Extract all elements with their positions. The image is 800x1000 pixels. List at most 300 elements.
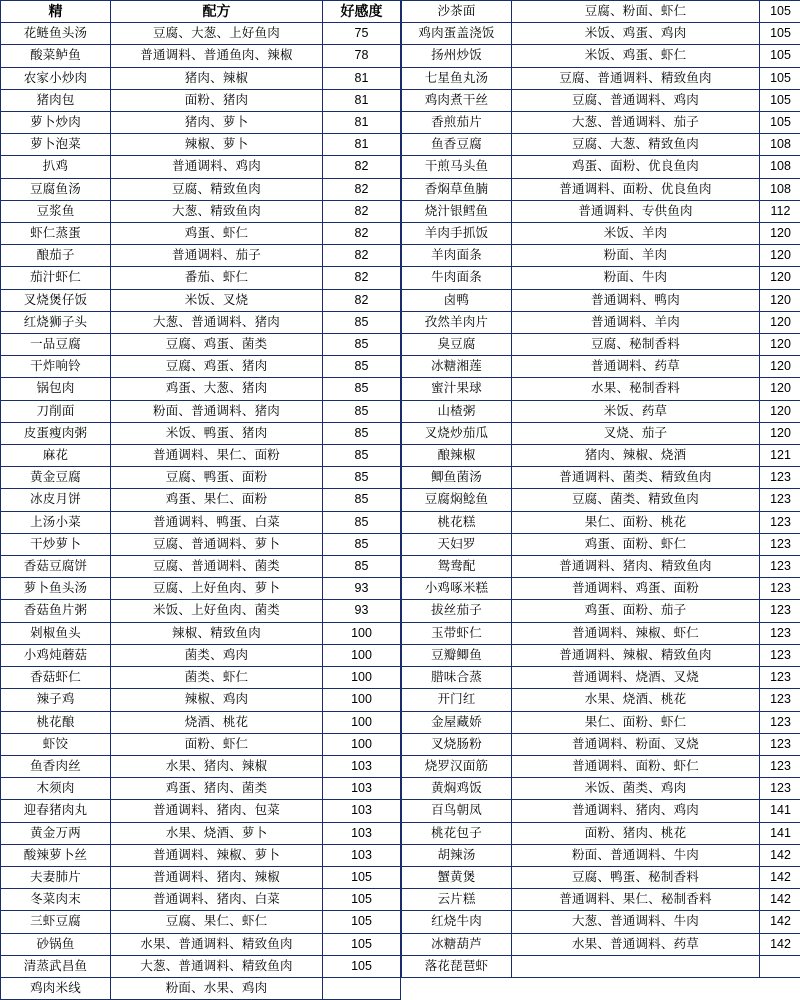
cell-favor [323, 977, 401, 999]
cell-favor: 81 [323, 134, 401, 156]
cell-dish-name: 豆腐焖鲶鱼 [402, 489, 512, 511]
cell-recipe: 豆腐、鸡蛋、猪肉 [111, 356, 323, 378]
cell-favor: 123 [760, 467, 800, 489]
cell-dish-name: 鲫鱼菌汤 [402, 467, 512, 489]
cell-dish-name: 羊肉手抓饭 [402, 223, 512, 245]
cell-favor: 120 [760, 356, 800, 378]
cell-dish-name: 酸辣萝卜丝 [1, 844, 111, 866]
cell-dish-name: 蜜汁果球 [402, 378, 512, 400]
table-row [1, 223, 401, 245]
table-row [1, 977, 401, 999]
cell-recipe: 菌类、虾仁 [111, 667, 323, 689]
table-row [1, 89, 401, 111]
cell-recipe: 普通调料、茄子 [111, 245, 323, 267]
cell-dish-name: 黄金万两 [1, 822, 111, 844]
table-row [1, 245, 401, 267]
cell-dish-name: 豆瓣鲫鱼 [402, 644, 512, 666]
cell-recipe: 辣椒、萝卜 [111, 134, 323, 156]
cell-favor: 81 [323, 112, 401, 134]
table-row [1, 933, 401, 955]
cell-dish-name: 红烧牛肉 [402, 911, 512, 933]
cell-dish-name: 农家小炒肉 [1, 67, 111, 89]
cell-favor: 85 [323, 334, 401, 356]
table-row [1, 755, 401, 777]
table-row [402, 578, 800, 600]
cell-favor: 120 [760, 289, 800, 311]
cell-dish-name: 香菇豆腐饼 [1, 556, 111, 578]
cell-recipe: 普通调料、面粉、虾仁 [512, 755, 760, 777]
cell-dish-name: 鸡肉煮干丝 [402, 89, 512, 111]
cell-dish-name: 黄金豆腐 [1, 467, 111, 489]
cell-dish-name: 牛肉面条 [402, 267, 512, 289]
table-header-row-left [1, 1, 401, 23]
table-row [1, 356, 401, 378]
cell-recipe: 粉面、水果、鸡肉 [111, 977, 323, 999]
cell-recipe: 大葱、普通调料、猪肉 [111, 311, 323, 333]
table-row [1, 467, 401, 489]
cell-dish-name: 落花琵琶虾 [402, 955, 512, 977]
cell-favor: 121 [760, 445, 800, 467]
cell-dish-name: 山楂粥 [402, 400, 512, 422]
cell-recipe: 普通调料、辣椒、萝卜 [111, 844, 323, 866]
cell-recipe: 普通调料、猪肉、精致鱼肉 [512, 556, 760, 578]
cell-dish-name: 云片糕 [402, 889, 512, 911]
cell-dish-name: 金屋藏娇 [402, 711, 512, 733]
cell-favor: 120 [760, 311, 800, 333]
cell-favor: 123 [760, 622, 800, 644]
cell-dish-name: 上汤小菜 [1, 511, 111, 533]
table-row [1, 822, 401, 844]
cell-favor: 123 [760, 689, 800, 711]
table-row [402, 733, 800, 755]
cell-favor: 120 [760, 334, 800, 356]
cell-dish-name: 皮蛋瘦肉粥 [1, 422, 111, 444]
cell-recipe: 猪肉、辣椒、烧酒 [512, 445, 760, 467]
cell-favor: 85 [323, 467, 401, 489]
cell-recipe: 普通调料、药草 [512, 356, 760, 378]
cell-favor: 100 [323, 644, 401, 666]
table-row [1, 267, 401, 289]
cell-dish-name: 萝卜炒肉 [1, 112, 111, 134]
cell-favor: 141 [760, 822, 800, 844]
cell-recipe: 豆腐、鸭蛋、面粉 [111, 467, 323, 489]
cell-recipe: 水果、秘制香料 [512, 378, 760, 400]
cell-dish-name: 酿辣椒 [402, 445, 512, 467]
cell-dish-name: 沙茶面 [402, 1, 512, 23]
table-row [1, 667, 401, 689]
cell-dish-name: 香菇虾仁 [1, 667, 111, 689]
cell-dish-name: 桃花酿 [1, 711, 111, 733]
cell-dish-name: 剁椒鱼头 [1, 622, 111, 644]
cell-favor: 82 [323, 178, 401, 200]
cell-recipe: 番茄、虾仁 [111, 267, 323, 289]
cell-favor: 100 [323, 622, 401, 644]
cell-dish-name: 酸菜鲈鱼 [1, 45, 111, 67]
cell-recipe: 豆腐、秘制香料 [512, 334, 760, 356]
cell-dish-name: 鸡肉米线 [1, 977, 111, 999]
table-row [1, 489, 401, 511]
cell-favor: 100 [323, 667, 401, 689]
cell-favor: 105 [760, 67, 800, 89]
table-row [1, 378, 401, 400]
cell-dish-name: 虾饺 [1, 733, 111, 755]
cell-dish-name: 小鸡啄米糕 [402, 578, 512, 600]
cell-dish-name: 小鸡炖蘑菇 [1, 644, 111, 666]
cell-favor: 100 [323, 689, 401, 711]
cell-dish-name: 鸳鸯配 [402, 556, 512, 578]
table-row [402, 156, 800, 178]
cell-dish-name: 孜然羊肉片 [402, 311, 512, 333]
cell-dish-name: 花鲢鱼头汤 [1, 23, 111, 45]
cell-recipe: 水果、猪肉、辣椒 [111, 755, 323, 777]
table-row [402, 267, 800, 289]
table-row [402, 67, 800, 89]
table-row [402, 1, 800, 23]
cell-favor: 108 [760, 156, 800, 178]
cell-favor: 120 [760, 400, 800, 422]
cell-dish-name: 鸡肉蛋盖浇饭 [402, 23, 512, 45]
table-row [402, 556, 800, 578]
cell-dish-name: 黄焖鸡饭 [402, 778, 512, 800]
cell-favor: 108 [760, 178, 800, 200]
cell-recipe: 果仁、面粉、虾仁 [512, 711, 760, 733]
cell-dish-name: 拔丝茄子 [402, 600, 512, 622]
table-row [1, 400, 401, 422]
table-row [1, 800, 401, 822]
cell-dish-name: 萝卜鱼头汤 [1, 578, 111, 600]
cell-recipe: 米饭、上好鱼肉、菌类 [111, 600, 323, 622]
cell-dish-name: 蟹黄煲 [402, 866, 512, 888]
cell-favor: 103 [323, 844, 401, 866]
table-row [1, 911, 401, 933]
cell-recipe: 豆腐、普通调料、菌类 [111, 556, 323, 578]
cell-favor: 123 [760, 733, 800, 755]
cell-recipe: 猪肉、辣椒 [111, 67, 323, 89]
cell-recipe: 大葱、普通调料、茄子 [512, 112, 760, 134]
cell-favor: 105 [323, 889, 401, 911]
cell-favor: 85 [323, 556, 401, 578]
cell-favor: 123 [760, 711, 800, 733]
table-row [1, 689, 401, 711]
cell-favor: 93 [323, 600, 401, 622]
table-row [1, 533, 401, 555]
cell-recipe: 大葱、普通调料、牛肉 [512, 911, 760, 933]
cell-recipe: 普通调料、普通鱼肉、辣椒 [111, 45, 323, 67]
cell-favor: 82 [323, 245, 401, 267]
cell-recipe: 普通调料、果仁、秘制香料 [512, 889, 760, 911]
cell-recipe: 鸡蛋、猪肉、菌类 [111, 778, 323, 800]
cell-recipe: 普通调料、猪肉、鸡肉 [512, 800, 760, 822]
cell-favor: 103 [323, 822, 401, 844]
table-row [1, 644, 401, 666]
table-row [1, 955, 401, 977]
cell-favor: 123 [760, 644, 800, 666]
cell-favor: 120 [760, 267, 800, 289]
cell-dish-name: 百鸟朝凤 [402, 800, 512, 822]
cell-favor: 78 [323, 45, 401, 67]
cell-favor: 81 [323, 89, 401, 111]
cell-favor: 85 [323, 400, 401, 422]
cell-favor: 105 [323, 866, 401, 888]
cell-recipe: 水果、普通调料、药草 [512, 933, 760, 955]
cell-favor: 123 [760, 489, 800, 511]
cell-favor: 142 [760, 889, 800, 911]
cell-dish-name: 叉烧肠粉 [402, 733, 512, 755]
cell-favor: 142 [760, 866, 800, 888]
cell-recipe: 普通调料、辣椒、虾仁 [512, 622, 760, 644]
cell-dish-name: 清蒸武昌鱼 [1, 955, 111, 977]
cell-recipe: 普通调料、鸭蛋、白菜 [111, 511, 323, 533]
cell-recipe: 大葱、普通调料、精致鱼肉 [111, 955, 323, 977]
table-body-right [402, 1, 800, 978]
cell-recipe: 米饭、菌类、鸡肉 [512, 778, 760, 800]
cell-recipe [512, 955, 760, 977]
cell-dish-name: 三虾豆腐 [1, 911, 111, 933]
table-row [402, 667, 800, 689]
table-row [1, 334, 401, 356]
header-recipe: 配方 [111, 1, 323, 23]
cell-dish-name: 叉烧炒茄瓜 [402, 422, 512, 444]
table-row [402, 933, 800, 955]
cell-dish-name: 豆腐鱼汤 [1, 178, 111, 200]
table-row [402, 755, 800, 777]
cell-recipe: 水果、烧酒、萝卜 [111, 822, 323, 844]
table-row [1, 200, 401, 222]
table-row [1, 600, 401, 622]
cell-recipe: 粉面、普通调料、猪肉 [111, 400, 323, 422]
cell-favor: 123 [760, 600, 800, 622]
table-row [402, 89, 800, 111]
cell-favor: 105 [323, 911, 401, 933]
cell-favor: 123 [760, 556, 800, 578]
cell-recipe: 米饭、羊肉 [512, 223, 760, 245]
cell-dish-name: 卤鸭 [402, 289, 512, 311]
cell-recipe: 普通调料、猪肉、包菜 [111, 800, 323, 822]
cell-dish-name: 桃花包子 [402, 822, 512, 844]
cell-favor: 120 [760, 422, 800, 444]
table-row [402, 334, 800, 356]
cell-favor: 120 [760, 378, 800, 400]
cell-recipe: 烧酒、桃花 [111, 711, 323, 733]
cell-favor: 142 [760, 933, 800, 955]
cell-recipe: 辣椒、鸡肉 [111, 689, 323, 711]
cell-dish-name: 刀削面 [1, 400, 111, 422]
cell-favor: 123 [760, 755, 800, 777]
table-row [1, 134, 401, 156]
table-row [1, 45, 401, 67]
table-row [1, 844, 401, 866]
table-row [402, 778, 800, 800]
cell-recipe: 粉面、羊肉 [512, 245, 760, 267]
cell-recipe: 鸡蛋、大葱、猪肉 [111, 378, 323, 400]
cell-favor: 123 [760, 578, 800, 600]
cell-recipe: 果仁、面粉、桃花 [512, 511, 760, 533]
table-row [1, 156, 401, 178]
table-row [1, 866, 401, 888]
cell-dish-name: 腊味合蒸 [402, 667, 512, 689]
recipe-table-right [401, 0, 800, 978]
cell-dish-name: 冰皮月饼 [1, 489, 111, 511]
table-row [402, 711, 800, 733]
cell-recipe: 米饭、叉烧 [111, 289, 323, 311]
cell-dish-name: 烧罗汉面筋 [402, 755, 512, 777]
cell-dish-name: 胡辣汤 [402, 844, 512, 866]
cell-recipe: 水果、普通调料、精致鱼肉 [111, 933, 323, 955]
cell-recipe: 豆腐、粉面、虾仁 [512, 1, 760, 23]
table-row [402, 356, 800, 378]
cell-dish-name: 扬州炒饭 [402, 45, 512, 67]
table-row [402, 467, 800, 489]
cell-dish-name: 香焖草鱼腩 [402, 178, 512, 200]
cell-dish-name: 锅包肉 [1, 378, 111, 400]
header-favor: 好感度 [323, 1, 401, 23]
cell-recipe: 豆腐、鸡蛋、菌类 [111, 334, 323, 356]
cell-dish-name: 酿茄子 [1, 245, 111, 267]
cell-dish-name: 玉带虾仁 [402, 622, 512, 644]
cell-recipe: 普通调料、面粉、优良鱼肉 [512, 178, 760, 200]
cell-dish-name: 鱼香肉丝 [1, 755, 111, 777]
cell-favor: 81 [323, 67, 401, 89]
table-row [402, 622, 800, 644]
table-row [402, 400, 800, 422]
cell-recipe: 大葱、精致鱼肉 [111, 200, 323, 222]
cell-favor: 85 [323, 378, 401, 400]
cell-dish-name: 麻花 [1, 445, 111, 467]
cell-dish-name: 鱼香豆腐 [402, 134, 512, 156]
cell-favor: 103 [323, 778, 401, 800]
cell-recipe: 鸡蛋、果仁、面粉 [111, 489, 323, 511]
cell-recipe: 豆腐、大葱、精致鱼肉 [512, 134, 760, 156]
table-row [1, 711, 401, 733]
table-body-left [1, 23, 401, 1000]
table-row [402, 911, 800, 933]
cell-dish-name: 羊肉面条 [402, 245, 512, 267]
cell-recipe: 豆腐、精致鱼肉 [111, 178, 323, 200]
cell-favor: 82 [323, 223, 401, 245]
cell-recipe: 豆腐、果仁、虾仁 [111, 911, 323, 933]
table-row [1, 67, 401, 89]
cell-dish-name: 天妇罗 [402, 533, 512, 555]
cell-dish-name: 叉烧煲仔饭 [1, 289, 111, 311]
cell-dish-name: 虾仁蒸蛋 [1, 223, 111, 245]
table-row [402, 178, 800, 200]
cell-recipe: 米饭、鸡蛋、鸡肉 [512, 23, 760, 45]
cell-recipe: 鸡蛋、面粉、虾仁 [512, 533, 760, 555]
cell-favor: 105 [760, 23, 800, 45]
cell-dish-name: 一品豆腐 [1, 334, 111, 356]
cell-dish-name: 萝卜泡菜 [1, 134, 111, 156]
cell-recipe: 普通调料、鸭肉 [512, 289, 760, 311]
table-row [402, 23, 800, 45]
cell-recipe: 普通调料、果仁、面粉 [111, 445, 323, 467]
cell-dish-name: 辣子鸡 [1, 689, 111, 711]
cell-recipe: 米饭、药草 [512, 400, 760, 422]
cell-recipe: 粉面、牛肉 [512, 267, 760, 289]
table-row [1, 112, 401, 134]
table-row [402, 45, 800, 67]
cell-favor: 82 [323, 200, 401, 222]
cell-dish-name: 冬菜肉末 [1, 889, 111, 911]
cell-recipe: 豆腐、普通调料、鸡肉 [512, 89, 760, 111]
cell-favor: 105 [760, 45, 800, 67]
cell-recipe: 面粉、猪肉 [111, 89, 323, 111]
cell-favor: 103 [323, 755, 401, 777]
table-row [1, 178, 401, 200]
cell-dish-name: 烧汁银鳕鱼 [402, 200, 512, 222]
cell-favor: 82 [323, 289, 401, 311]
table-row [1, 445, 401, 467]
table-row [402, 378, 800, 400]
table-row [402, 245, 800, 267]
table-row [402, 822, 800, 844]
table-row [402, 600, 800, 622]
cell-dish-name: 七星鱼丸汤 [402, 67, 512, 89]
cell-favor: 120 [760, 245, 800, 267]
cell-favor: 75 [323, 23, 401, 45]
cell-dish-name: 香煎茄片 [402, 112, 512, 134]
cell-favor: 82 [323, 156, 401, 178]
cell-dish-name: 香菇鱼片粥 [1, 600, 111, 622]
cell-recipe: 豆腐、上好鱼肉、萝卜 [111, 578, 323, 600]
cell-recipe: 普通调料、专供鱼肉 [512, 200, 760, 222]
table-row [1, 733, 401, 755]
table-row [402, 489, 800, 511]
cell-recipe: 鸡蛋、面粉、茄子 [512, 600, 760, 622]
cell-recipe: 面粉、虾仁 [111, 733, 323, 755]
cell-favor: 85 [323, 489, 401, 511]
cell-recipe: 普通调料、鸡肉 [111, 156, 323, 178]
cell-favor: 105 [760, 112, 800, 134]
cell-dish-name: 茄汁虾仁 [1, 267, 111, 289]
table-row [402, 844, 800, 866]
cell-recipe: 菌类、鸡肉 [111, 644, 323, 666]
table-row [402, 134, 800, 156]
table-row [402, 866, 800, 888]
cell-dish-name: 冰糖葫芦 [402, 933, 512, 955]
table-row [402, 800, 800, 822]
table-row [1, 889, 401, 911]
cell-recipe: 米饭、鸭蛋、猪肉 [111, 422, 323, 444]
cell-dish-name: 干炸响铃 [1, 356, 111, 378]
table-row [1, 289, 401, 311]
table-row [402, 689, 800, 711]
table-row [1, 556, 401, 578]
cell-favor: 123 [760, 667, 800, 689]
cell-recipe: 豆腐、普通调料、萝卜 [111, 533, 323, 555]
cell-dish-name: 干炒萝卜 [1, 533, 111, 555]
cell-dish-name: 桃花糕 [402, 511, 512, 533]
cell-favor: 85 [323, 533, 401, 555]
cell-recipe: 粉面、普通调料、牛肉 [512, 844, 760, 866]
table-row [402, 445, 800, 467]
cell-favor: 85 [323, 311, 401, 333]
cell-favor: 105 [323, 955, 401, 977]
cell-recipe: 叉烧、茄子 [512, 422, 760, 444]
cell-dish-name: 扒鸡 [1, 156, 111, 178]
cell-dish-name: 迎春猪肉丸 [1, 800, 111, 822]
cell-favor: 142 [760, 911, 800, 933]
table-row [402, 311, 800, 333]
cell-favor: 141 [760, 800, 800, 822]
table-row [1, 23, 401, 45]
table-row [1, 578, 401, 600]
cell-recipe: 猪肉、萝卜 [111, 112, 323, 134]
header-name: 精 [1, 1, 111, 23]
cell-dish-name: 冰糖湘莲 [402, 356, 512, 378]
cell-recipe: 普通调料、猪肉、辣椒 [111, 866, 323, 888]
cell-recipe: 普通调料、辣椒、精致鱼肉 [512, 644, 760, 666]
cell-favor: 105 [760, 1, 800, 23]
